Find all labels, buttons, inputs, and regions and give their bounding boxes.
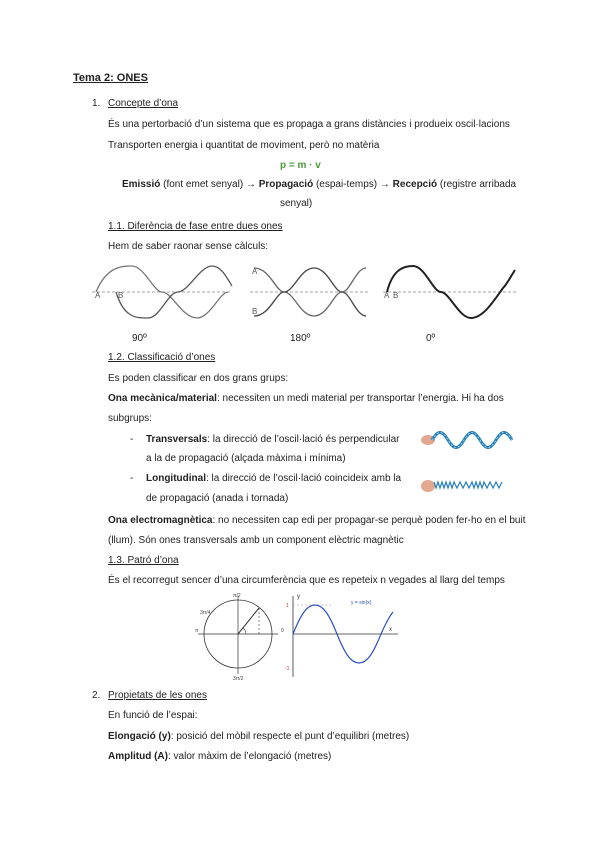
sine-graph-label: y = sin(x) [351,600,372,606]
longitudinal-term: Longitudinal [146,473,206,484]
transversal-cont: a la de propagació (alçada màxima i mínima) [146,453,346,464]
recepcio-desc: (registre arribada [437,179,517,190]
mechanical-cont: subgrups: [108,413,152,424]
definition-text: És una pertorbació d’un sistema que es propaga a grans distàncies i produeix oscil·lacions [108,119,510,130]
elongation-text [108,730,409,743]
em-wave-text [108,514,525,527]
amplitude-text [108,750,331,763]
longitudinal-wave-illustration [420,470,520,496]
arrow-2: → [379,179,390,190]
emissio-term: Emissió [122,179,161,190]
wave-b-label: B [118,291,124,300]
transverse-wave-illustration [420,426,520,452]
wave-a-label: A [252,267,258,276]
section-1-1-text: Hem de saber raonar sense càlculs: [108,241,269,252]
em-term: Ona electromagnètica [108,515,213,526]
section-1-number: 1. [92,98,101,109]
section-2-heading: Propietats de les ones [108,690,207,701]
process-chain-cont: senyal) [280,198,313,209]
longitudinal-cont: de propagació (anada i tornada) [146,493,289,504]
mechanical-desc: : necessiten un medi material per transportar l’energia. Hi ha dos [216,393,504,404]
recepcio-term: Recepció [392,179,438,190]
transversal-text [146,433,400,446]
arrow-1: → [245,179,256,190]
svg-text:3π/2: 3π/2 [233,676,244,682]
page-title: Tema 2: ONES [73,72,148,84]
propagacio-term: Propagació [258,179,314,190]
process-chain [122,178,516,191]
section-1-heading: Concepte d’ona [108,98,179,109]
svg-text:-1: -1 [285,666,290,672]
section-2-text: En funció de l’espai: [108,710,198,721]
section-1-1-heading: 1.1. Diferència de fase entre dues ones [108,221,283,232]
svg-text:π: π [195,628,199,634]
bullet-dash: - [130,434,134,445]
longitudinal-desc: : la direcció de l’oscil·lació coincideix amb la [206,473,402,484]
svg-text:π/2: π/2 [233,593,241,599]
phase-180-label: 180º [290,333,311,344]
em-cont: (llum). Són ones transversals amb un component elèctric magnètic [108,535,404,546]
momentum-formula: p = m · v [280,160,321,171]
wave-b-label: B [393,291,399,300]
y-axis-label: y [297,594,300,600]
x-axis-label: x [389,627,392,633]
phase-0-figure [383,262,518,322]
phase-180-figure [250,262,370,322]
section-2-number: 2. [92,690,101,701]
unit-circle-sine-figure [193,592,403,682]
transversal-desc: : la direcció de l’oscil·lació és perpendicular [207,434,400,445]
transversal-term: Transversals [146,434,208,445]
propagacio-desc: (espai-temps) [313,179,380,190]
section-1-3-text: És el recorregut sencer d’una circumferència que es repeteix n vegades al llarg del temps [108,575,505,586]
elongation-desc: : posició del mòbil respecte el punt d’equilibri (metres) [170,731,410,742]
mechanical-term: Ona mecànica/material [108,393,217,404]
section-1-3-heading: 1.3. Patró d’ona [108,555,179,566]
phase-90-figure [92,262,232,322]
wave-b-label: B [252,307,258,316]
phase-90-label: 90º [132,333,147,344]
amplitude-desc: : valor màxim de l’elongació (metres) [168,751,332,762]
svg-text:3π/4: 3π/4 [200,610,211,616]
wave-a-label: A [384,291,390,300]
amplitude-term: Amplitud (A) [108,751,168,762]
mechanical-wave-text [108,392,504,405]
svg-text:1: 1 [286,603,289,609]
emissio-desc: (font emet senyal) [160,179,246,190]
section-1-2-text: Es poden classificar en dos grans grups: [108,373,289,384]
longitudinal-text [146,472,401,485]
svg-text:0: 0 [281,628,284,634]
wave-a-label: A [95,291,101,300]
bullet-dash: - [130,473,134,484]
phase-0-label: 0º [426,333,436,344]
energy-text: Transporten energia i quantitat de moviment, però no matèria [108,140,380,151]
em-desc: : no necessiten cap edi per propagar-se perquè poden fer-ho en el buit [212,515,526,526]
section-1-2-heading: 1.2. Classificació d’ones [108,352,216,363]
elongation-term: Elongació (y) [108,731,171,742]
